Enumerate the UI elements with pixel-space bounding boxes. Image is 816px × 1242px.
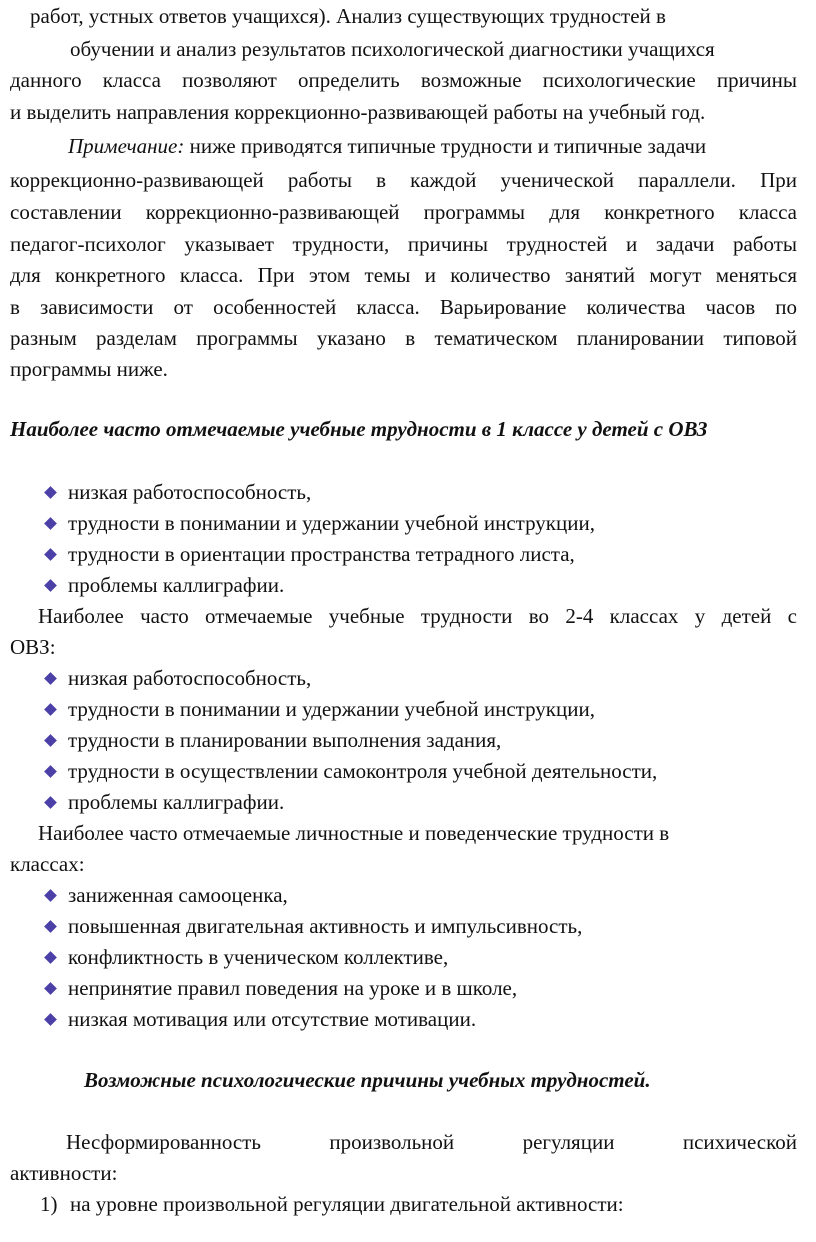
note-line: составлении коррекционно-развивающей программы для конкретного класса — [10, 200, 797, 224]
bullet-icon — [44, 579, 57, 592]
bullet-icon — [44, 765, 57, 778]
section-intro: классах: — [10, 852, 85, 876]
list-item-text: трудности в понимании и удержании учебной инструкции, — [68, 697, 595, 721]
paragraph-line: Несформированность произвольной регуляции психической — [66, 1130, 797, 1154]
note-line: педагог-психолог указывает трудности, причины трудностей и задачи работы — [10, 232, 797, 256]
paragraph-line: и выделить направления коррекционно-развивающей работы на учебный год. — [10, 100, 706, 124]
list-item-text: проблемы каллиграфии. — [68, 790, 285, 814]
bullet-icon — [44, 796, 57, 809]
list-item-text: конфликтность в ученическом коллективе, — [68, 945, 449, 969]
bullet-icon — [44, 982, 57, 995]
bullet-icon — [44, 486, 57, 499]
paragraph-line: данного класса позволяют определить возможные психологические причины — [10, 68, 797, 92]
list-item-text: проблемы каллиграфии. — [68, 573, 285, 597]
numbered-item — [40, 1190, 797, 1218]
bullet-icon — [44, 1013, 57, 1026]
section-intro: Наиболее часто отмечаемые личностные и поведенческие трудности в — [38, 821, 670, 845]
list-item-text: непринятие правил поведения на уроке и в школе, — [68, 976, 518, 1000]
bullet-icon — [44, 734, 57, 747]
bullet-icon — [44, 672, 57, 685]
note-line: разным разделам программы указано в тематическом планировании типовой — [10, 326, 797, 350]
list-item-text: низкая работоспособность, — [68, 480, 312, 504]
bullet-icon — [44, 548, 57, 561]
list-item-text: низкая работоспособность, — [68, 666, 312, 690]
paragraph-line: работ, устных ответов учащихся). Анализ существующих трудностей в — [30, 4, 666, 28]
list-item-text: повышенная двигательная активность и импульсивность, — [68, 914, 583, 938]
bullet-icon — [44, 920, 57, 933]
bullet-icon — [44, 703, 57, 716]
note-line: программы ниже. — [10, 357, 168, 381]
numbered-item-text: на уровне произвольной регуляции двигательной активности: — [70, 1192, 624, 1216]
bullet-icon — [44, 951, 57, 964]
list-item-text: низкая мотивация или отсутствие мотивации. — [68, 1007, 477, 1031]
list-item-text: трудности в планировании выполнения задания, — [68, 728, 502, 752]
bullet-icon — [44, 517, 57, 530]
note-text: ниже приводятся типичные трудности и типичные задачи — [184, 134, 707, 158]
section-heading: Возможные психологические причины учебных трудностей. — [84, 1068, 651, 1092]
section-intro: ОВЗ: — [10, 635, 56, 659]
list-item-text: заниженная самооценка, — [68, 883, 288, 907]
list-item-text: трудности в ориентации пространства тетрадного листа, — [68, 542, 575, 566]
section-heading: Наиболее часто отмечаемые учебные трудности в 1 классе у детей с ОВЗ — [10, 417, 708, 441]
paragraph-line: активности: — [10, 1161, 118, 1185]
note-label: Примечание: — [68, 134, 185, 158]
item-number: 1) — [40, 1192, 58, 1216]
bullet-icon — [44, 889, 57, 902]
list-item-text: трудности в понимании и удержании учебной инструкции, — [68, 511, 595, 535]
list-item-text: трудности в осуществлении самоконтроля учебной деятельности, — [68, 759, 658, 783]
note-first-line — [68, 132, 797, 160]
note-line: для конкретного класса. При этом темы и количество занятий могут меняться — [10, 263, 797, 287]
note-line: в зависимости от особенностей класса. Варьирование количества часов по — [10, 295, 797, 319]
note-line: коррекционно-развивающей работы в каждой ученической параллели. При — [10, 168, 797, 192]
paragraph-line: обучении и анализ результатов психологической диагностики учащихся — [70, 37, 715, 61]
section-intro: Наиболее часто отмечаемые учебные трудности во 2-4 классах у детей с — [38, 604, 797, 628]
